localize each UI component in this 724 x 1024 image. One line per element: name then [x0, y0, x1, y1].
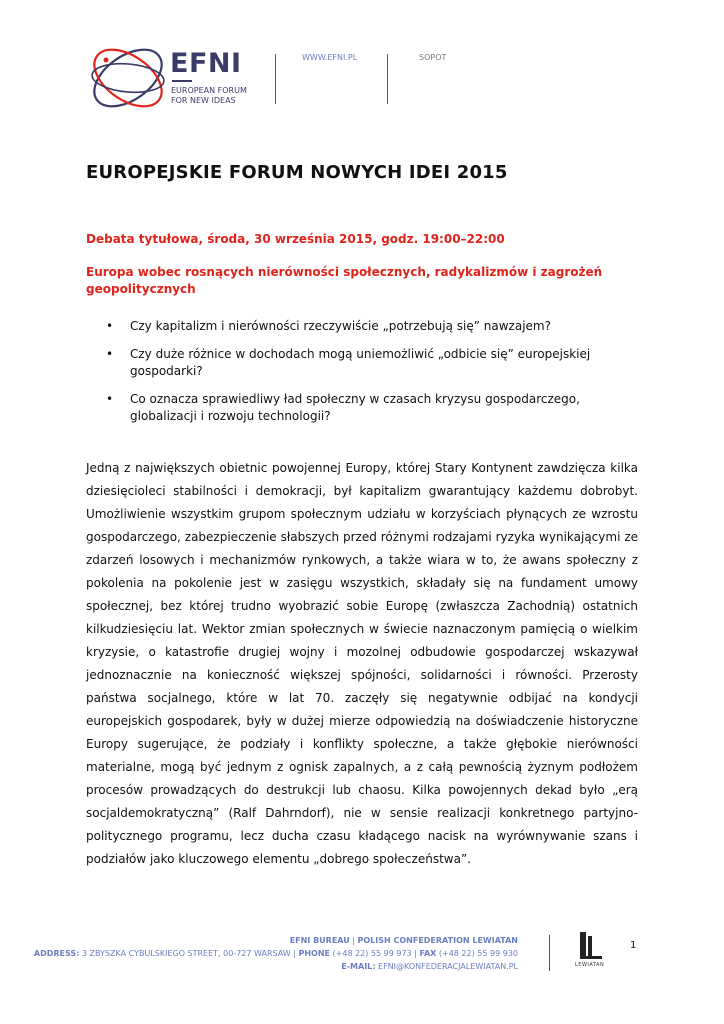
footer-separator: | — [290, 949, 299, 958]
footer-separator: | — [349, 936, 358, 945]
page-number: 1 — [630, 940, 637, 951]
footer-email[interactable]: EFNI@KONFEDERACJALEWIATAN.PL — [375, 962, 518, 971]
footer-email-label: E-MAIL: — [341, 962, 376, 971]
question-text: Czy kapitalizm i nierówności rzeczywiście „potrzebują się” nawzajem? — [130, 319, 551, 333]
logo-divider — [172, 80, 192, 82]
footer-divider — [549, 935, 550, 971]
lewiatan-label: LEWIATAN — [575, 962, 605, 968]
document-title: EUROPEJSKIE FORUM NOWYCH IDEI 2015 — [86, 162, 508, 183]
list-item — [106, 391, 636, 425]
location-label: SOPOT — [419, 53, 447, 62]
page-footer — [0, 930, 724, 1024]
footer-separator: | — [411, 949, 420, 958]
bullet-icon: • — [106, 347, 114, 361]
footer-org-line — [290, 935, 518, 946]
page-header — [0, 0, 724, 120]
debate-date-line: Debata tytułowa, środa, 30 września 2015, godz. 19:00–22:00 — [86, 232, 505, 246]
footer-phone-label: PHONE — [298, 949, 330, 958]
body-paragraph: Jedną z największych obietnic powojennej Europy, której Stary Kontynent zawdzięcza kilka dziesięcioleci stabilności i demokracji, był kapitalizm gwarantujący każdemu dobrobyt. Umożliwienie wszystkim grupom społecznym udziału w korzyściach płynących ze wzrostu gospodarczego, zabezpieczenie słabszych przed różnymi rodzajami ryzyka wynikającymi ze zdarzeń losowych i mechanizmów rynkowych, a także wiara w to, że awans społeczny z pokolenia na pokolenie jest w zasięgu wszystkich, składały się na fundament umowy społecznej, bez której trudno wyobrazić sobie Europę (zwłaszcza Zachodnią) ostatnich kilkudziesięciu lat. Wektor zmian społecznych w świecie naznaczonym pamięcią o wielkim kryzysie, o katastrofie drugiej wojny i mozolnej odbudowie gospodarczej wskazywał jednoznacznie na konieczność większej spójności, solidarności i równości. Przerosty państwa socjalnego, które w lat 70. zaczęły się negatywnie odbijać na kondycji europejskich gospodarek, były w dużej mierze odpowiedzią na doświadczenie historyczne Europy sugerujące, że podziały i konflikty społeczne, a także głębokie nierówności materialne, mogą być jednym z ognisk zapalnych, a z całą pewnością żyznym podłożem procesów prowadzących do destrukcji lub chaosu. Kilka powojennych dekad było „erą socjaldemokratyczną” (Ralf Dahrndorf), nie w sensie realizacji konkretnego partyjno-politycznego programu, lecz ducha czasu kładącego nacisk na wyrównywanie szans i podziałów jako kluczowego elementu „dobrego społeczeństwa”. — [86, 461, 638, 866]
list-item — [106, 318, 636, 335]
footer-address-label: ADDRESS: — [33, 949, 80, 958]
footer-confederation: POLISH CONFEDERATION LEWIATAN — [357, 936, 518, 945]
logo-subtitle-line: FOR NEW IDEAS — [171, 96, 236, 105]
footer-address: 3 ZBYSZKA CYBULSKIEGO STREET, 00-727 WARSAW — [79, 949, 291, 958]
footer-email-line — [341, 961, 518, 972]
question-list — [106, 318, 636, 436]
bullet-icon: • — [106, 319, 114, 333]
footer-contact-line — [34, 948, 518, 959]
efni-logo-icon — [86, 40, 174, 116]
footer-phone: (+48 22) 55 99 973 — [330, 949, 412, 958]
question-text: Czy duże różnice w dochodach mogą uniemożliwić „odbicie się” europejskiej gospodarki? — [130, 347, 591, 378]
header-divider — [275, 54, 276, 104]
footer-fax: (+48 22) 55 99 930 — [436, 949, 518, 958]
website-link[interactable]: WWW.EFNI.PL — [302, 53, 358, 62]
bullet-icon: • — [106, 392, 114, 406]
header-divider — [387, 54, 388, 104]
list-item — [106, 346, 636, 380]
question-text: Co oznacza sprawiedliwy ład społeczny w czasach kryzysu gospodarczego, globalizacji i rozwoju technologii? — [130, 392, 580, 423]
debate-subtitle: Europa wobec rosnących nierówności społecznych, radykalizmów i zagrożeń geopolitycznych — [86, 265, 603, 296]
lewiatan-logo-icon — [578, 932, 604, 960]
logo-title: EFNI — [170, 48, 242, 79]
logo-subtitle-line: EUROPEAN FORUM — [171, 86, 247, 95]
footer-bureau: EFNI BUREAU — [289, 936, 350, 945]
footer-fax-label: FAX — [419, 949, 437, 958]
logo-subtitle — [171, 86, 247, 106]
